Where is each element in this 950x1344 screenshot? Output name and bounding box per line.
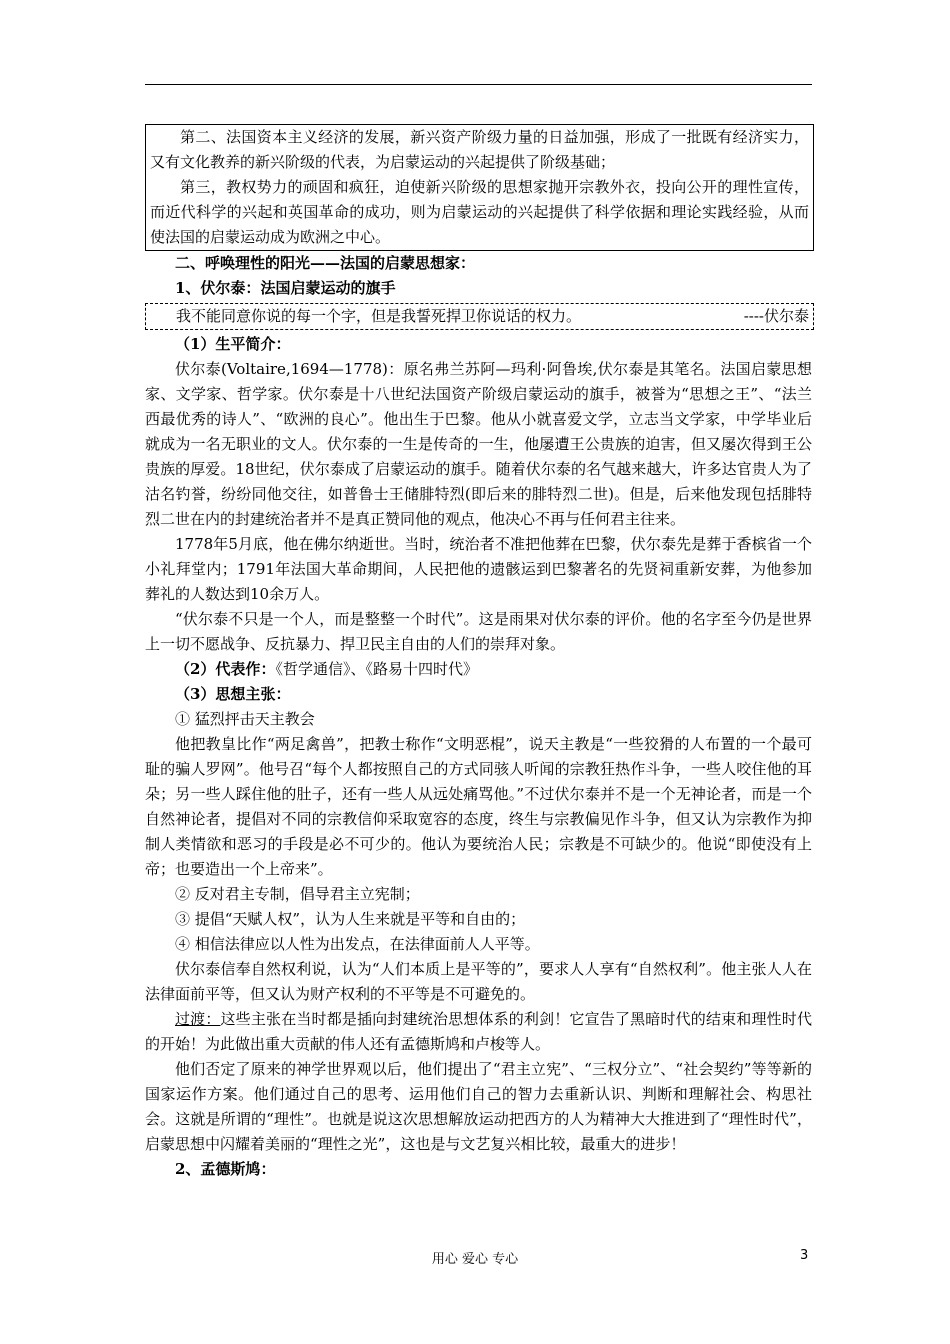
- bio-paragraph-2: 1778年5月底，他在佛尔纳逝世。当时，统治者不准把他葬在巴黎，伏尔泰先是葬于香槟省一个小礼拜堂内；1791年法国大革命期间，人民把他的遗骸运到巴黎著名的先贤祠重新安葬，为他参加葬礼的人数达到10余万人。: [145, 535, 812, 603]
- quote-box: [145, 303, 814, 330]
- bio-paragraph-1: 伏尔泰(Voltaire,1694—1778)：原名弗兰苏阿—玛利·阿鲁埃,伏尔泰是其笔名。法国启蒙思想家、文学家、哲学家。伏尔泰是十八世纪法国资产阶级启蒙运动的旗手，被誉为“思想之王”、“法兰西最优秀的诗人”、“欧洲的良心”。他出生于巴黎。他从小就喜爱文学，立志当文学家，中学毕业后就成为一名无职业的文人。伏尔泰的一生是传奇的一生，他屡遭王公贵族的迫害，但又屡次得到王公贵族的厚爱。18世纪，伏尔泰成了启蒙运动的旗手。随着伏尔泰的名气越来越大，许多达官贵人为了沽名钓誉，纷纷同他交往，如普鲁士王储腓特烈(即后来的腓特烈二世)。但是，后来他发现包括腓特烈二世在内的封建统治者并不是真正赞同他的观点，他决心不再与任何君主往来。: [145, 360, 812, 528]
- box-paragraph-2: 第三，教权势力的顽固和疯狂，迫使新兴阶级的思想家抛开宗教外衣，投向公开的理性宣传，而近代科学的兴起和英国革命的成功，则为启蒙运动的兴起提供了科学依据和理论实践经验，从而使法国的启蒙运动成为欧洲之中心。: [150, 178, 809, 246]
- quote-text: 我不能同意你说的每一个字，但是我誓死捍卫你说话的权力。: [176, 307, 582, 325]
- page-number: 3: [800, 1248, 809, 1263]
- works-text: 《哲学通信》、《路易十四时代》: [275, 660, 478, 678]
- transition-label: 过渡：: [175, 1010, 221, 1028]
- page-content: [145, 124, 812, 1182]
- bordered-text-box: [145, 124, 814, 251]
- transition-text: 这些主张在当时都是插向封建统治思想体系的利剑！它宣告了黑暗时代的结束和理性时代的开始！为此做出重大贡献的伟人还有孟德斯鸠和卢梭等人。: [145, 1010, 812, 1053]
- header-rule: [145, 84, 812, 85]
- quote-author: ----伏尔泰: [743, 307, 809, 325]
- works-line: [145, 657, 812, 682]
- voltaire-title: 1、伏尔泰：法国启蒙运动的旗手: [175, 279, 396, 297]
- idea-4: ④ 相信法律应以人性为出发点，在法律面前人人平等。: [175, 935, 540, 953]
- section-title: 二、呼唤理性的阳光——法国的启蒙思想家：: [175, 254, 476, 272]
- bio-title: （1）生平简介：: [175, 335, 291, 353]
- ideas-title: （3）思想主张：: [175, 685, 291, 703]
- idea-3: ③ 提倡“天赋人权”，认为人生来就是平等和自由的；: [175, 910, 526, 928]
- works-label: （2）代表作：: [175, 660, 276, 678]
- box-paragraph-1: 第二、法国资本主义经济的发展，新兴资产阶级力量的日益加强，形成了一批既有经济实力，又有文化教养的新兴阶级的代表，为启蒙运动的兴起提供了阶级基础；: [150, 128, 809, 171]
- montesquieu-title: 2、孟德斯鸠：: [175, 1160, 276, 1178]
- idea-1-text: 他把教皇比作“两足禽兽”，把教士称作“文明恶棍”，说天主教是“一些狡猾的人布置的一个最可耻的骗人罗网”。他号召“每个人都按照自己的方式同骇人听闻的宗教狂热作斗争，一些人咬住他的耳朵；另一些人踩住他的肚子，还有一些人从远处痛骂他。”不过伏尔泰并不是一个无神论者，而是一个自然神论者，提倡对不同的宗教信仰采取宽容的态度，终生与宗教偏见作斗争，但又认为宗教作为抑制人类情欲和恶习的手段是必不可少的。他认为要统治人民；宗教是不可缺少的。他说“即使没有上帝；也要造出一个上帝来”。: [145, 735, 812, 878]
- bio-paragraph-3: “伏尔泰不只是一个人，而是整整一个时代”。这是雨果对伏尔泰的评价。他的名字至今仍是世界上一切不愿战争、反抗暴力、捍卫民主自由的人们的崇拜对象。: [145, 610, 812, 653]
- transition-paragraph: [145, 1007, 812, 1057]
- reason-paragraph: 他们否定了原来的神学世界观以后，他们提出了“君主立宪”、“三权分立”、“社会契约”等等新的国家运作方案。他们通过自己的思考、运用他们自己的智力去重新认识、判断和理解社会、构思社会。这就是所谓的“理性”。也就是说这次思想解放运动把西方的人为精神大大推进到了“理性时代”，启蒙思想中闪耀着美丽的“理性之光”，这也是与文艺复兴相比较，最重大的进步！: [145, 1060, 812, 1153]
- idea-1-title: ① 猛烈抨击天主教会: [175, 710, 315, 728]
- footer-text: 用心 爱心 专心: [431, 1252, 519, 1267]
- idea-2: ② 反对君主专制，倡导君主立宪制；: [175, 885, 420, 903]
- natural-rights-paragraph: 伏尔泰信奉自然权利说，认为“人们本质上是平等的”，要求人人享有“自然权利”。他主张人人在法律面前平等，但又认为财产权利的不平等是不可避免的。: [145, 960, 812, 1003]
